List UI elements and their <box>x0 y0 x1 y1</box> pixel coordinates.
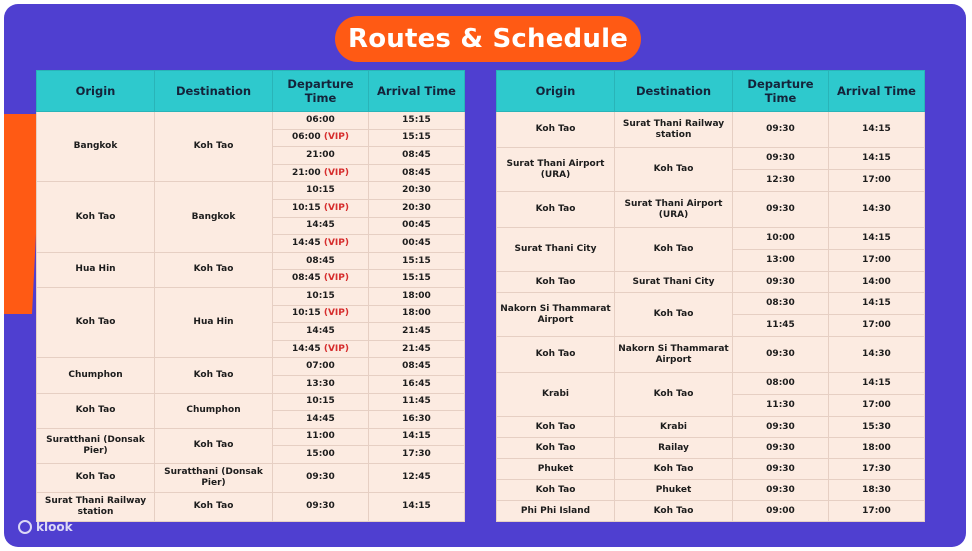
table-row <box>497 417 925 438</box>
page-title: Routes & Schedule <box>335 16 641 62</box>
departure-cell <box>273 199 369 217</box>
klook-logo <box>18 520 73 534</box>
origin-cell: Phuket <box>497 459 615 480</box>
departure-time: 09:30 <box>306 472 335 483</box>
arrival-cell: 15:30 <box>829 417 925 438</box>
table-row <box>37 492 465 521</box>
arrival-cell: 17:00 <box>829 250 925 272</box>
departure-cell <box>733 272 829 293</box>
origin-cell: Nakorn Si Thammarat Airport <box>497 293 615 337</box>
arrival-cell: 08:45 <box>369 147 465 165</box>
destination-cell: Nakorn Si Thammarat Airport <box>615 337 733 373</box>
destination-cell: Railay <box>615 438 733 459</box>
departure-cell <box>733 501 829 522</box>
departure-cell <box>273 446 369 464</box>
brand-label: klook <box>36 520 73 534</box>
departure-cell <box>273 252 369 270</box>
origin-cell: Surat Thani Airport (URA) <box>497 148 615 192</box>
arrival-cell: 17:30 <box>369 446 465 464</box>
departure-cell <box>273 411 369 429</box>
origin-cell: Krabi <box>497 373 615 417</box>
departure-cell <box>733 112 829 148</box>
origin-cell: Surat Thani Railway station <box>37 492 155 521</box>
departure-time: 08:30 <box>766 298 795 308</box>
destination-cell: Koh Tao <box>615 228 733 272</box>
departure-time: 13:00 <box>766 255 795 265</box>
departure-time: 14:45 <box>306 325 335 336</box>
table-row <box>37 393 465 411</box>
header-arrival: Arrival Time <box>829 71 925 112</box>
departure-time: 10:15 <box>306 290 335 301</box>
departure-time: 21:00 <box>292 167 321 178</box>
destination-cell: Surat Thani City <box>615 272 733 293</box>
header-departure: Departure Time <box>273 71 369 112</box>
table-row <box>497 373 925 395</box>
header-origin: Origin <box>497 71 615 112</box>
departure-cell <box>273 393 369 411</box>
departure-cell <box>273 182 369 200</box>
arrival-cell: 15:15 <box>369 270 465 288</box>
departure-time: 09:30 <box>766 442 795 453</box>
arrival-cell: 14:15 <box>829 228 925 250</box>
table-row <box>497 480 925 501</box>
origin-cell: Koh Tao <box>497 438 615 459</box>
departure-time: 12:30 <box>766 175 795 185</box>
arrival-cell: 14:15 <box>829 148 925 170</box>
departure-time: 09:30 <box>766 484 795 495</box>
departure-cell <box>733 395 829 417</box>
origin-cell: Koh Tao <box>497 192 615 228</box>
arrival-cell: 14:30 <box>829 337 925 373</box>
departure-cell <box>733 228 829 250</box>
schedule-table-left <box>36 70 465 522</box>
table-row <box>497 438 925 459</box>
departure-cell <box>273 287 369 305</box>
arrival-cell: 16:45 <box>369 375 465 393</box>
origin-cell: Koh Tao <box>497 272 615 293</box>
table-row <box>37 252 465 270</box>
destination-cell: Koh Tao <box>155 112 273 182</box>
departure-cell <box>273 270 369 288</box>
arrival-cell: 14:30 <box>829 192 925 228</box>
arrival-cell: 20:30 <box>369 199 465 217</box>
departure-time: 09:30 <box>766 153 795 163</box>
departure-cell <box>733 373 829 395</box>
destination-cell: Koh Tao <box>615 373 733 417</box>
departure-cell <box>733 417 829 438</box>
departure-cell <box>273 164 369 182</box>
departure-cell <box>273 492 369 521</box>
departure-cell <box>733 438 829 459</box>
table-row <box>497 293 925 315</box>
departure-time: 09:30 <box>766 124 795 134</box>
departure-time: 14:45 <box>306 220 335 231</box>
departure-time: 10:15 <box>306 185 335 196</box>
vip-badge: (VIP) <box>323 273 349 284</box>
departure-time: 08:45 <box>292 273 321 284</box>
departure-cell <box>273 305 369 323</box>
destination-cell: Koh Tao <box>615 293 733 337</box>
vip-badge: (VIP) <box>323 202 349 213</box>
destination-cell: Surat Thani Railway station <box>615 112 733 148</box>
header-departure: Departure Time <box>733 71 829 112</box>
origin-cell: Phi Phi Island <box>497 501 615 522</box>
origin-cell: Koh Tao <box>497 112 615 148</box>
origin-cell: Koh Tao <box>497 337 615 373</box>
arrival-cell: 14:15 <box>369 428 465 446</box>
destination-cell: Chumphon <box>155 393 273 428</box>
departure-time: 09:00 <box>766 505 795 516</box>
table-row <box>497 148 925 170</box>
departure-time: 09:30 <box>766 349 795 359</box>
arrival-cell: 14:15 <box>369 492 465 521</box>
destination-cell: Phuket <box>615 480 733 501</box>
origin-cell: Hua Hin <box>37 252 155 287</box>
departure-cell <box>273 129 369 147</box>
origin-cell: Chumphon <box>37 358 155 393</box>
vip-badge: (VIP) <box>323 167 349 178</box>
header-origin: Origin <box>37 71 155 112</box>
destination-cell: Surat Thani Airport (URA) <box>615 192 733 228</box>
departure-time: 11:45 <box>766 320 795 330</box>
origin-cell: Koh Tao <box>37 463 155 492</box>
destination-cell: Koh Tao <box>615 148 733 192</box>
arrival-cell: 14:15 <box>829 293 925 315</box>
arrival-cell: 18:00 <box>369 305 465 323</box>
destination-cell: Suratthani (Donsak Pier) <box>155 463 273 492</box>
origin-cell: Koh Tao <box>497 480 615 501</box>
arrival-cell: 21:45 <box>369 323 465 341</box>
table-row <box>497 459 925 480</box>
arrival-cell: 08:45 <box>369 358 465 376</box>
departure-cell <box>733 293 829 315</box>
departure-time: 06:00 <box>292 132 321 143</box>
departure-cell <box>273 147 369 165</box>
departure-cell <box>733 480 829 501</box>
departure-time: 09:30 <box>766 463 795 474</box>
departure-cell <box>273 428 369 446</box>
table-row <box>37 287 465 305</box>
departure-time: 10:00 <box>766 233 795 243</box>
departure-time: 08:45 <box>306 255 335 266</box>
table-row <box>497 112 925 148</box>
arrival-cell: 18:00 <box>369 287 465 305</box>
departure-time: 10:15 <box>306 396 335 407</box>
departure-cell <box>273 375 369 393</box>
arrival-cell: 15:15 <box>369 112 465 130</box>
destination-cell: Koh Tao <box>615 501 733 522</box>
departure-cell <box>733 459 829 480</box>
arrival-cell: 14:00 <box>829 272 925 293</box>
arrival-cell: 21:45 <box>369 340 465 358</box>
klook-icon <box>18 520 32 534</box>
arrival-cell: 08:45 <box>369 164 465 182</box>
table-row <box>497 272 925 293</box>
origin-cell: Koh Tao <box>497 417 615 438</box>
destination-cell: Bangkok <box>155 182 273 252</box>
departure-cell <box>273 217 369 235</box>
departure-time: 10:15 <box>292 202 321 213</box>
departure-cell <box>733 337 829 373</box>
header-destination: Destination <box>155 71 273 112</box>
departure-cell <box>733 148 829 170</box>
destination-cell: Koh Tao <box>155 492 273 521</box>
departure-time: 06:00 <box>306 114 335 125</box>
departure-cell <box>273 463 369 492</box>
arrival-cell: 14:15 <box>829 373 925 395</box>
arrival-cell: 12:45 <box>369 463 465 492</box>
destination-cell: Koh Tao <box>155 428 273 463</box>
header-destination: Destination <box>615 71 733 112</box>
vip-badge: (VIP) <box>323 343 349 354</box>
departure-time: 09:30 <box>766 421 795 432</box>
departure-cell <box>733 170 829 192</box>
departure-cell <box>733 192 829 228</box>
departure-time: 14:45 <box>306 413 335 424</box>
departure-time: 09:30 <box>766 276 795 287</box>
arrival-cell: 17:30 <box>829 459 925 480</box>
arrival-cell: 11:45 <box>369 393 465 411</box>
arrival-cell: 15:15 <box>369 129 465 147</box>
departure-cell <box>273 340 369 358</box>
departure-time: 09:30 <box>306 501 335 512</box>
arrival-cell: 18:00 <box>829 438 925 459</box>
vip-badge: (VIP) <box>323 132 349 143</box>
arrival-cell: 16:30 <box>369 411 465 429</box>
table-row <box>37 428 465 446</box>
arrival-cell: 15:15 <box>369 252 465 270</box>
departure-time: 07:00 <box>306 361 335 372</box>
destination-cell: Koh Tao <box>615 459 733 480</box>
table-row <box>37 463 465 492</box>
table-row <box>37 182 465 200</box>
departure-time: 08:00 <box>766 378 795 388</box>
arrival-cell: 17:00 <box>829 315 925 337</box>
arrival-cell: 18:30 <box>829 480 925 501</box>
origin-cell: Surat Thani City <box>497 228 615 272</box>
departure-time: 13:30 <box>306 378 335 389</box>
arrival-cell: 20:30 <box>369 182 465 200</box>
table-row <box>497 337 925 373</box>
departure-time: 11:30 <box>766 400 795 410</box>
departure-cell <box>273 235 369 253</box>
departure-time: 10:15 <box>292 308 321 319</box>
vip-badge: (VIP) <box>323 308 349 319</box>
departure-cell <box>273 112 369 130</box>
destination-cell: Hua Hin <box>155 287 273 357</box>
arrival-cell: 17:00 <box>829 501 925 522</box>
table-row <box>37 358 465 376</box>
destination-cell: Krabi <box>615 417 733 438</box>
arrival-cell: 17:00 <box>829 170 925 192</box>
origin-cell: Koh Tao <box>37 287 155 357</box>
vip-badge: (VIP) <box>323 237 349 248</box>
departure-cell <box>733 315 829 337</box>
origin-cell: Koh Tao <box>37 182 155 252</box>
departure-cell <box>273 323 369 341</box>
arrival-cell: 00:45 <box>369 217 465 235</box>
arrival-cell: 17:00 <box>829 395 925 417</box>
origin-cell: Bangkok <box>37 112 155 182</box>
header-arrival: Arrival Time <box>369 71 465 112</box>
departure-time: 15:00 <box>306 449 335 460</box>
departure-time: 21:00 <box>306 149 335 160</box>
arrival-cell: 00:45 <box>369 235 465 253</box>
destination-cell: Koh Tao <box>155 252 273 287</box>
departure-cell <box>733 250 829 272</box>
schedule-table-right <box>496 70 925 522</box>
origin-cell: Suratthani (Donsak Pier) <box>37 428 155 463</box>
departure-time: 14:45 <box>292 343 321 354</box>
destination-cell: Koh Tao <box>155 358 273 393</box>
arrival-cell: 14:15 <box>829 112 925 148</box>
table-row <box>497 228 925 250</box>
departure-time: 11:00 <box>306 431 335 442</box>
departure-time: 14:45 <box>292 237 321 248</box>
departure-time: 09:30 <box>766 204 795 214</box>
table-row <box>497 501 925 522</box>
origin-cell: Koh Tao <box>37 393 155 428</box>
departure-cell <box>273 358 369 376</box>
table-row <box>497 192 925 228</box>
table-row <box>37 112 465 130</box>
